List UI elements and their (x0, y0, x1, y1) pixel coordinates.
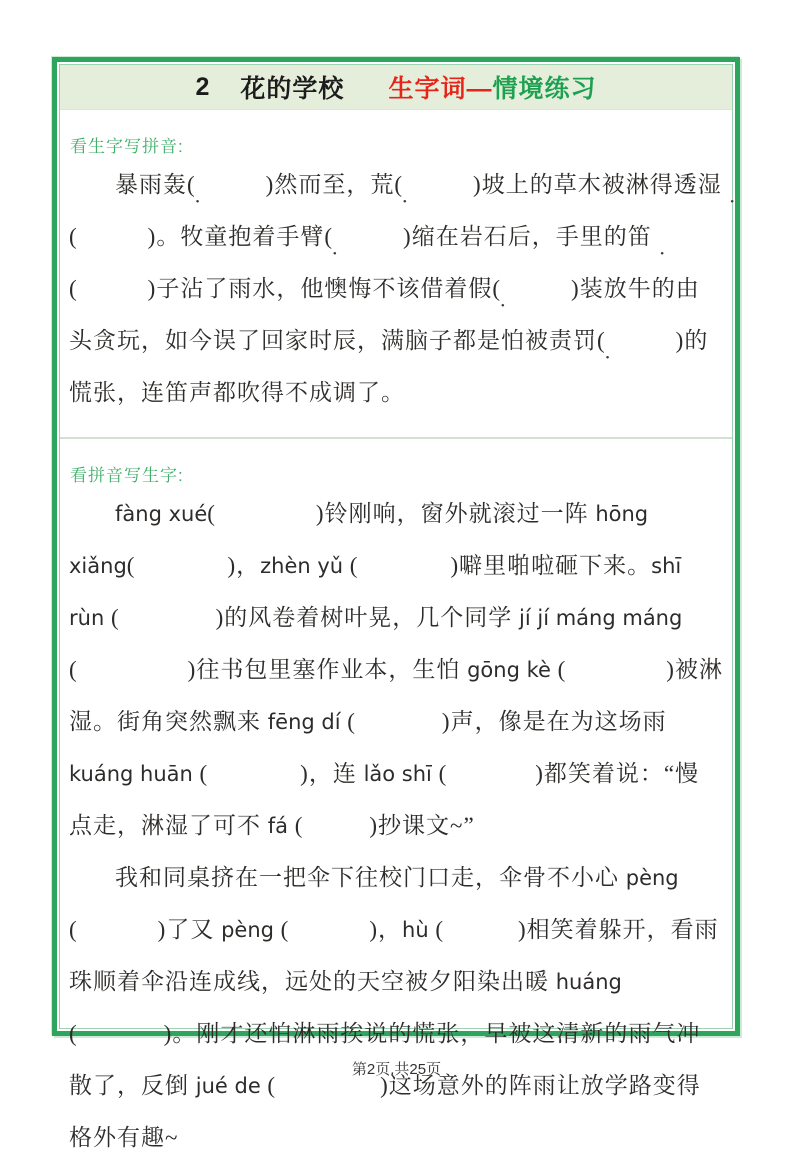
answer-blank: ( ) (294, 813, 379, 838)
chinese-text: 缩在岩石后，手里的 (411, 224, 628, 249)
subtitle-red: 生字词— (388, 75, 493, 103)
subtitle-green: 情境练习 (492, 75, 597, 103)
chinese-text: 子沾了雨水，他懊悔不该借着 (156, 276, 469, 301)
pinyin-text: lǎo shī (363, 762, 439, 786)
section-hanzi-to-pinyin (60, 132, 732, 419)
section-divider (60, 437, 732, 439)
chinese-text: 抄课文~” (378, 813, 475, 838)
emphasized-char: 轰 (163, 172, 187, 197)
emphasized-char: 荒 (370, 172, 395, 197)
emphasized-char: 笛 (627, 224, 652, 249)
answer-blank: ( ) (438, 761, 544, 786)
chinese-text: 暴雨 (115, 172, 163, 197)
chinese-text: 相笑着躲开，看雨珠顺着伞沿连成线，远处的天空被夕阳染出暖 (69, 917, 719, 994)
section-paragraphs (69, 159, 723, 419)
chinese-text: 噼里啪啦砸下来。 (459, 553, 652, 578)
chinese-text: 被淋湿。街角突然飘来 (69, 657, 723, 734)
answer-blank: ( ) (69, 276, 157, 301)
answer-blank: ( ) (557, 657, 675, 682)
chinese-text: 装放牛的由头贪玩，如今误了回家时辰，满脑子都是怕被责 (69, 276, 700, 353)
chinese-text: 的慌张，连笛声都吹得不成调了。 (69, 328, 709, 405)
chinese-text: ， (236, 553, 261, 578)
pinyin-text: zhèn yǔ (260, 554, 350, 578)
chinese-text: 我和同桌挤在一把伞下往校门口走，伞骨不小心 (115, 865, 626, 890)
emphasized-char: 罚 (573, 328, 597, 353)
lesson-title: 花的学校 (240, 75, 345, 103)
emphasized-char: 臂 (300, 224, 325, 249)
answer-blank: ( ) (69, 224, 157, 249)
chinese-text: 这场意外的阵雨让放学路变得格外有趣~ (69, 1073, 701, 1150)
section-label-hanzi-to-pinyin: 看生字写拼音: (70, 137, 184, 156)
chinese-text: 往书包里塞作业本，生怕 (196, 657, 468, 682)
chinese-text: ， (378, 917, 403, 942)
emphasized-char: 假 (468, 276, 493, 301)
chinese-text: 铃刚响，窗外就滚过一阵 (324, 501, 596, 526)
chinese-text: 。牧童抱着手 (156, 224, 301, 249)
pinyin-text: shī rùn (69, 554, 682, 630)
paragraph (69, 159, 723, 419)
answer-blank: ( ) (349, 553, 460, 578)
pinyin-text: pèng (221, 918, 281, 942)
chinese-text: 声，像是在为这场雨 (450, 709, 667, 734)
lesson-number: 2 (195, 72, 211, 101)
worksheet-header (60, 65, 732, 110)
paragraph (69, 488, 723, 852)
answer-blank: ( ) (126, 553, 237, 578)
pinyin-text: jí jí máng máng (519, 606, 683, 630)
answer-blank: ( ) (69, 1021, 173, 1046)
answer-blank: ( ) (280, 917, 379, 942)
pinyin-text: gōng kè (467, 658, 558, 682)
answer-blank: ( ) (199, 761, 309, 786)
pinyin-text: pèng (625, 866, 679, 890)
answer-blank: ( ) (69, 917, 167, 942)
pinyin-text: hù (402, 918, 436, 942)
emphasized-char: 湿 (697, 172, 722, 197)
answer-blank: ( ) (207, 501, 325, 526)
chinese-text: 的风卷着树叶晃，几个同学 (224, 605, 520, 630)
answer-blank: ( ) (69, 657, 197, 682)
chinese-text: ，连 (308, 761, 364, 786)
chinese-text: 。刚才还怕淋雨挨说的慌张，早被这清新的雨气冲散了，反倒 (69, 1021, 701, 1098)
answer-blank: ( ) (324, 224, 412, 249)
answer-blank: ( ) (267, 1073, 389, 1098)
answer-blank: ( ) (492, 276, 580, 301)
pinyin-text: fàng xué (115, 502, 208, 526)
pinyin-text: kuáng huān (69, 762, 200, 786)
section-label-pinyin-to-hanzi: 看拼音写生字: (70, 466, 184, 485)
answer-blank: ( ) (110, 605, 225, 630)
chinese-text: 坡上的草木被淋得透 (481, 172, 698, 197)
answer-blank: ( ) (187, 172, 275, 197)
answer-blank: ( ) (435, 917, 527, 942)
pinyin-text: huáng (555, 970, 622, 994)
chinese-text: 都笑着说：“慢点走，淋湿了可不 (69, 761, 700, 838)
chinese-text: 然而至， (274, 172, 371, 197)
page-number: 第2页,共25页 (351, 1061, 442, 1078)
chinese-text: 了又 (166, 917, 222, 942)
answer-blank: ( ) (597, 328, 685, 353)
pinyin-text: hōng xiǎng (69, 502, 649, 578)
paragraph (69, 852, 723, 1164)
answer-blank: ( ) (347, 709, 451, 734)
answer-blank: ( ) (394, 172, 482, 197)
pinyin-text: jué de (195, 1074, 268, 1098)
pinyin-text: fá (267, 814, 295, 838)
pinyin-text: fēng dí (267, 710, 348, 734)
